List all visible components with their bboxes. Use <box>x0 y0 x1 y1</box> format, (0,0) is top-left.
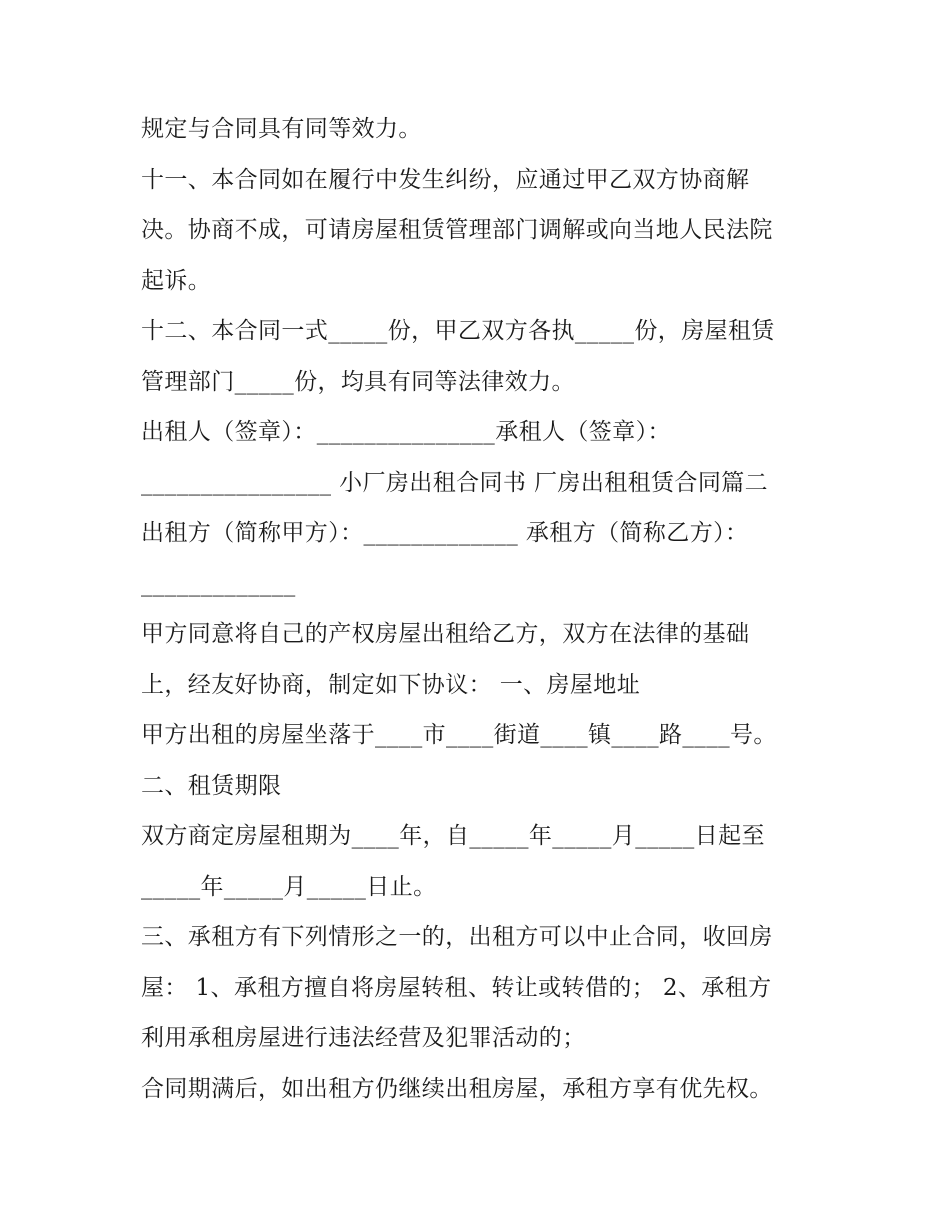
text-line: 利用承租房屋进行违法经营及犯罪活动的； <box>141 1025 586 1051</box>
text-line: 出租方（简称甲方）：_____________ 承租方（简称乙方）： <box>141 520 749 546</box>
text-line: 合同期满后，如出租方仍继续出租房屋，承租方享有优先权。 <box>141 1075 773 1102</box>
text-line: 管理部门_____份，均具有同等法律效力。 <box>141 368 575 395</box>
text-line: 甲方同意将自己的产权房屋出租给乙方，双方在法律的基础 <box>141 621 750 647</box>
text-line: 规定与合同具有同等效力。 <box>141 116 422 142</box>
text-line: 起诉。 <box>141 267 212 294</box>
document-body <box>141 104 821 1114</box>
text-line: 十一、本合同如在履行中发生纠纷，应通过甲乙双方协商解 <box>141 166 750 193</box>
text-line: 出租人（签章）：_______________承租人（签章）： <box>141 419 671 445</box>
text-line: _____________ <box>141 570 296 597</box>
text-line: 上，经友好协商，制定如下协议： 一、房屋地址 <box>141 671 641 698</box>
text-line: ________________ 小厂房出租合同书 厂房出租租赁合同篇二 <box>141 469 769 496</box>
text-line: 决。协商不成，可请房屋租赁管理部门调解或向当地人民法院 <box>141 217 773 243</box>
text-line: 三、承租方有下列情形之一的，出租方可以中止合同，收回房 <box>141 924 773 950</box>
text-line: 甲方出租的房屋坐落于____市____街道____镇____路____号。 <box>141 722 777 748</box>
text-line: 双方商定房屋租期为____年，自_____年_____月_____日起至 <box>141 823 765 849</box>
text-line: 屋： 1、承租方擅自将房屋转租、转让或转借的； 2、承租方 <box>141 974 772 1001</box>
text-line: 十二、本合同一式_____份，甲乙双方各执_____份，房屋租赁 <box>141 318 775 344</box>
text-line: 二、租赁期限 <box>141 772 282 799</box>
text-line: _____年_____月_____日止。 <box>141 873 437 900</box>
